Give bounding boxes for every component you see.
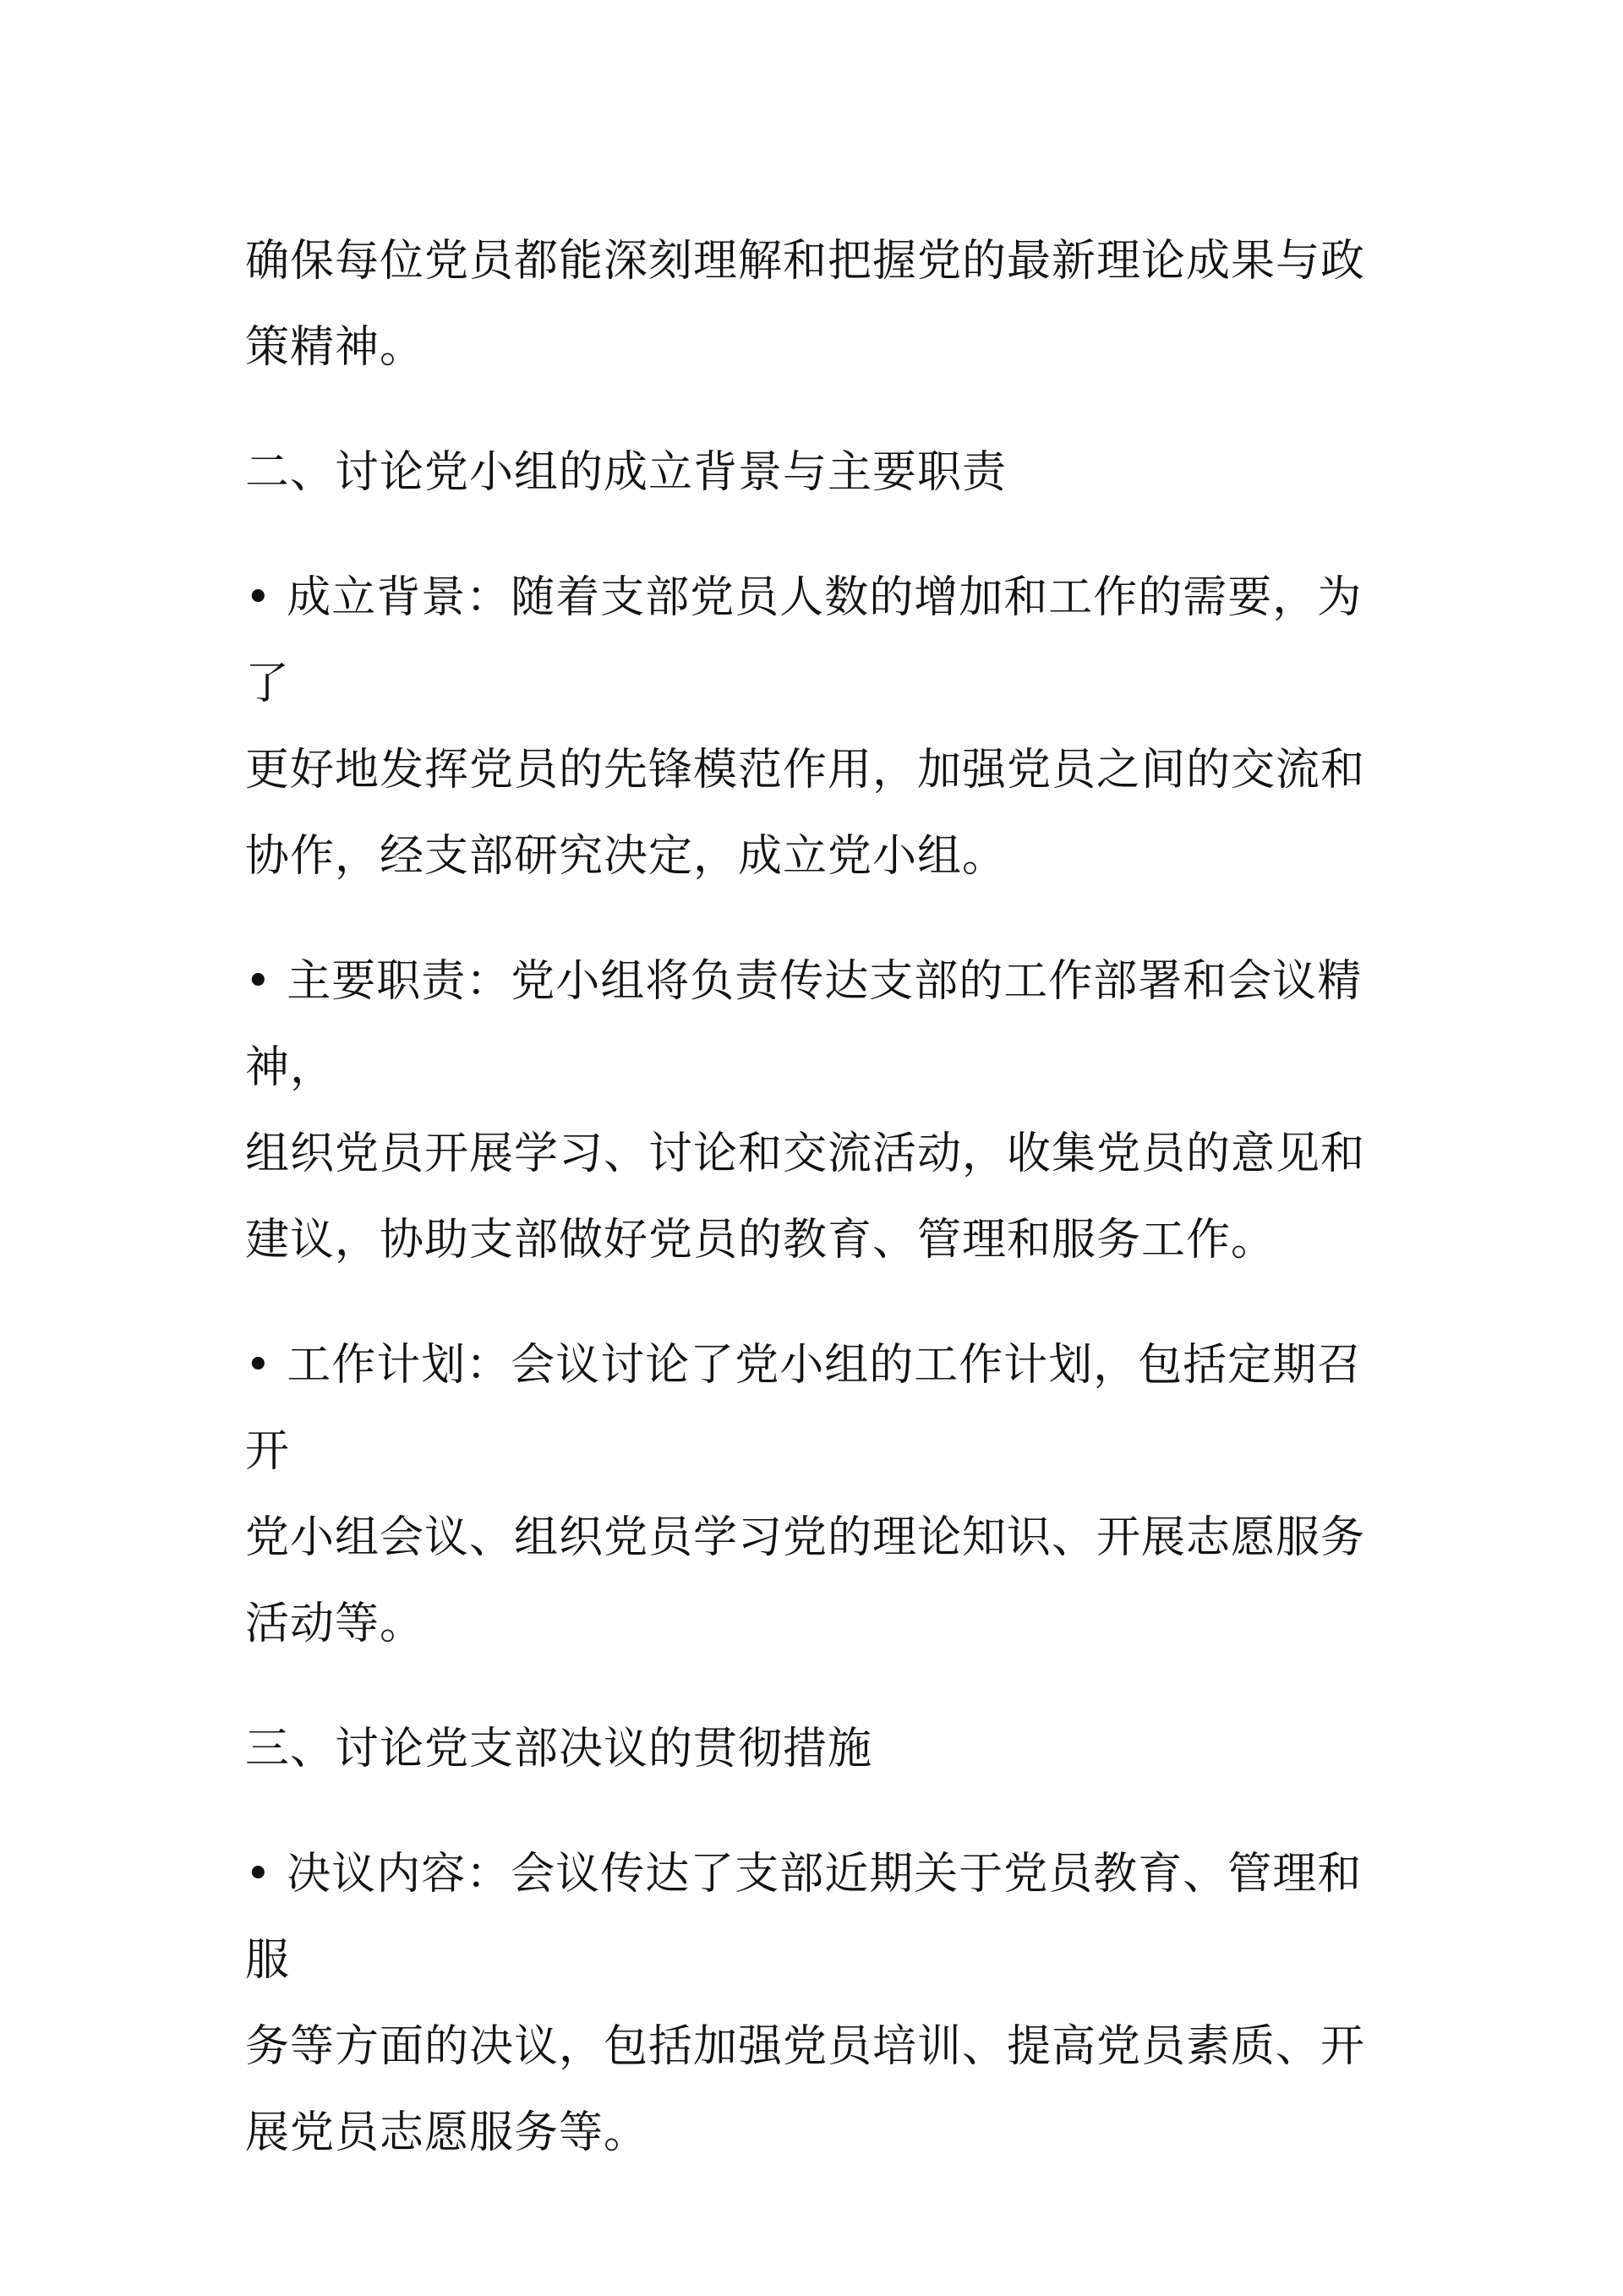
intro-line: 确保每位党员都能深刻理解和把握党的最新理论成果与政 — [245, 236, 1366, 287]
bullet-paragraph-duties — [245, 938, 1395, 1283]
paragraph-line: • 工作计划：会议讨论了党小组的工作计划，包括定期召开 — [245, 1340, 1363, 1477]
paragraph-line: 组织党员开展学习、讨论和交流活动，收集党员的意见和 — [245, 1129, 1366, 1179]
paragraph-line: 更好地发挥党员的先锋模范作用，加强党员之间的交流和 — [245, 745, 1366, 795]
bullet-paragraph-plan — [245, 1322, 1395, 1667]
paragraph-line: • 主要职责：党小组将负责传达支部的工作部署和会议精神， — [245, 956, 1363, 1093]
bullet-paragraph-resolution — [245, 1831, 1395, 2176]
paragraph-line: 建议，协助支部做好党员的教育、管理和服务工作。 — [245, 1215, 1276, 1266]
paragraph-line: • 成立背景：随着支部党员人数的增加和工作的需要，为了 — [245, 572, 1363, 709]
section-heading-3: 三、讨论党支部决议的贯彻措施 — [245, 1724, 873, 1774]
paragraph-line: 务等方面的决议，包括加强党员培训、提高党员素质、开 — [245, 2021, 1366, 2072]
document-body — [245, 218, 1395, 2215]
paragraph-line: 活动等。 — [245, 1599, 425, 1649]
intro-paragraph — [245, 218, 1395, 391]
paragraph-line: 党小组会议、组织党员学习党的理论知识、开展志愿服务 — [245, 1512, 1366, 1563]
paragraph-line: 展党员志愿服务等。 — [245, 2107, 649, 2158]
intro-line: 策精神。 — [245, 322, 425, 373]
paragraph-line: • 决议内容：会议传达了支部近期关于党员教育、管理和服 — [245, 1849, 1363, 1986]
paragraph-line: 协作，经支部研究决定，成立党小组。 — [245, 831, 1008, 882]
bullet-paragraph-background — [245, 555, 1395, 899]
section-heading-2: 二、讨论党小组的成立背景与主要职责 — [245, 447, 1008, 498]
